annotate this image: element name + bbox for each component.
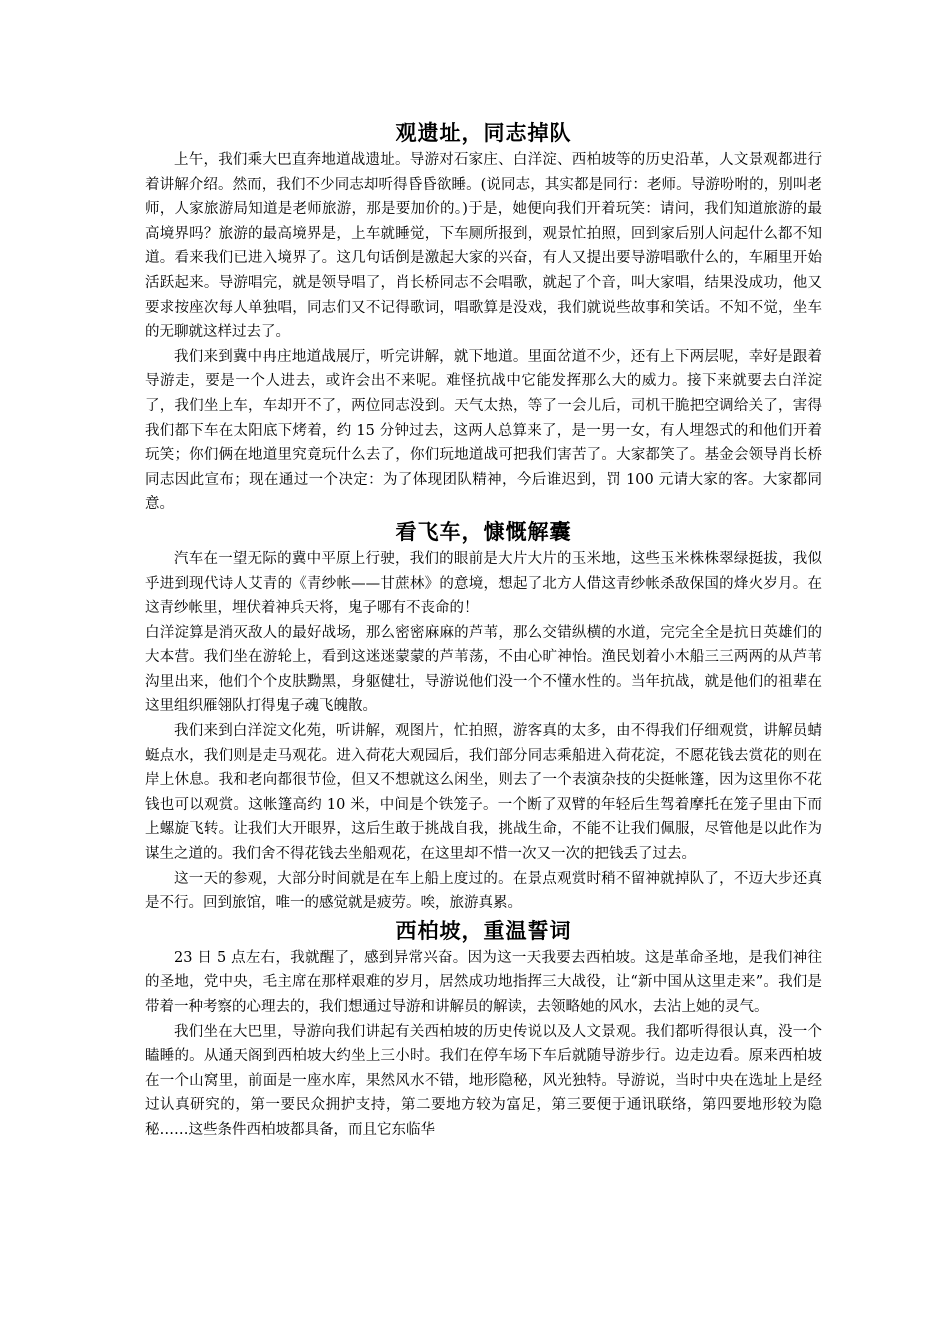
paragraph: 白洋淀算是消灭敌人的最好战场，那么密密麻麻的芦苇，那么交错纵横的水道，完完全全是抗日英雄们的大本营。我们坐在游轮上，看到这迷迷蒙蒙的芦苇荡，不由心旷神怡。渔民划着小木船三三两两的从芦苇沟里出来，他们个个皮肤黝黑，身躯健壮，导游说他们没一个不懂水性的。当年抗战，就是他们的祖辈在这里组织雁翎队打得鬼子魂飞魄散。 — [145, 624, 822, 715]
section-heading-motorcycle: 看飞车，慷慨解囊 — [395, 519, 572, 544]
paragraph: 我们坐在大巴里，导游向我们讲起有关西柏坡的历史传说以及人文景观。我们都听得很认真，没一个瞌睡的。从通天阁到西柏坡大约坐上三小时。我们在停车场下车后就随导游步行。边走边看。原来西柏坡在一个山窝里，前面是一座水库，果然风水不错，地形隐秘，风光独特。导游说，当时中央在选址上是经过认真研究的，第一要民众拥护支持，第二要地方较为富足，第三要便于通讯联络，第四要地形较为隐秘……这些条件西柏坡都具备，而且它东临华 — [145, 1023, 822, 1138]
section-heading-ruins: 观遗址，同志掉队 — [395, 121, 572, 145]
paragraph: 我们来到白洋淀文化苑，听讲解，观图片，忙拍照，游客真的太多，由不得我们仔细观赏，讲解员蜻蜓点水，我们则是走马观花。进入荷花大观园后，我们部分同志乘船进入荷花淀，不愿花钱去赏花的则在岸上休息。我和老向都很节俭，但又不想就这么闲坐，则去了一个表演杂技的尖挺帐篷，因为这里你不花钱也可以观赏。这帐篷高约 10 米，中间是个铁笼子。一个断了双臂的年轻后生驾着摩托在笼子里由下而上螺旋飞转。让我们大开眼界，这后生敢于挑战自我，挑战生命，不能不让我们佩服，尽管他是以此作为谋生之道的。我们舍不得花钱去坐船观花，在这里却不惜一次又一次的把钱丢了过去。 — [145, 723, 822, 863]
paragraph: 汽车在一望无际的冀中平原上行驶，我们的眼前是大片大片的玉米地，这些玉米株株翠绿挺拔，我似乎进到现代诗人艾青的《青纱帐——甘蔗林》的意境，想起了北方人借这青纱帐杀敌保国的烽火岁月。在这青纱帐里，埋伏着神兵天将，鬼子哪有不丧命的！ — [145, 550, 822, 617]
section-heading-xibaipo: 西柏坡，重温誓词 — [395, 918, 572, 943]
paragraph: 这一天的参观，大部分时间就是在车上船上度过的。在景点观赏时稍不留神就掉队了，不迈大步还真是不行。回到旅馆，唯一的感觉就是疲劳。唉，旅游真累。 — [145, 870, 822, 912]
paragraph: 上午，我们乘大巴直奔地道战遗址。导游对石家庄、白洋淀、西柏坡等的历史沿革，人文景观都进行着讲解介绍。然而，我们不少同志却听得昏昏欲睡。(说同志，其实都是同行：老师。导游吩咐的，别叫老师，人家旅游局知道是老师旅游，那是要加价的。)于是，她便向我们开着玩笑：请问，我们知道旅游的最高境界吗？旅游的最高境界是，上车就睡觉，下车厕所报到，观景忙拍照，回到家后别人问起什么都不知道。看来我们已进入境界了。这几句话倒是激起大家的兴奋，有人又提出要导游唱歌什么的，车厢里开始活跃起来。导游唱完，就是领导唱了，肖长桥同志不会唱歌，就起了个音，叫大家唱，结果没成功，他又要求按座次每人单独唱，同志们又不记得歌词，唱歌算是没戏，我们就说些故事和笑话。不知不觉，坐车的无聊就这样过去了。 — [145, 152, 822, 341]
paragraph: 23 日 5 点左右，我就醒了，感到异常兴奋。因为这一天我要去西柏坡。这是革命圣地，是我们神往的圣地，党中央，毛主席在那样艰难的岁月，居然成功地指挥三大战役，让“新中国从这里走来”。我们是带着一种考察的心理去的，我们想通过导游和讲解员的解读，去领略她的风水，去沾上她的灵气。 — [145, 949, 822, 1015]
paragraph: 我们来到冀中冉庄地道战展厅，听完讲解，就下地道。里面岔道不少，还有上下两层呢，幸好是跟着导游走，要是一个人进去，或许会出不来呢。难怪抗战中它能发挥那么大的威力。接下来就要去白洋淀了，我们坐上车，车却开不了，两位同志没到。天气太热，等了一会儿后，司机干脆把空调给关了，害得我们都下车在太阳底下烤着，约 15 分钟过去，这两人总算来了，是一男一女，有人埋怨式的和他们开着玩笑；你们俩在地道里究竟玩什么去了，你们玩地道战可把我们害苦了。大家都笑了。基金会领导肖长桥同志因此宣布；现在通过一个决定：为了体现团队精神，今后谁迟到，罚 100 元请大家的客。大家都同意。 — [145, 348, 822, 513]
